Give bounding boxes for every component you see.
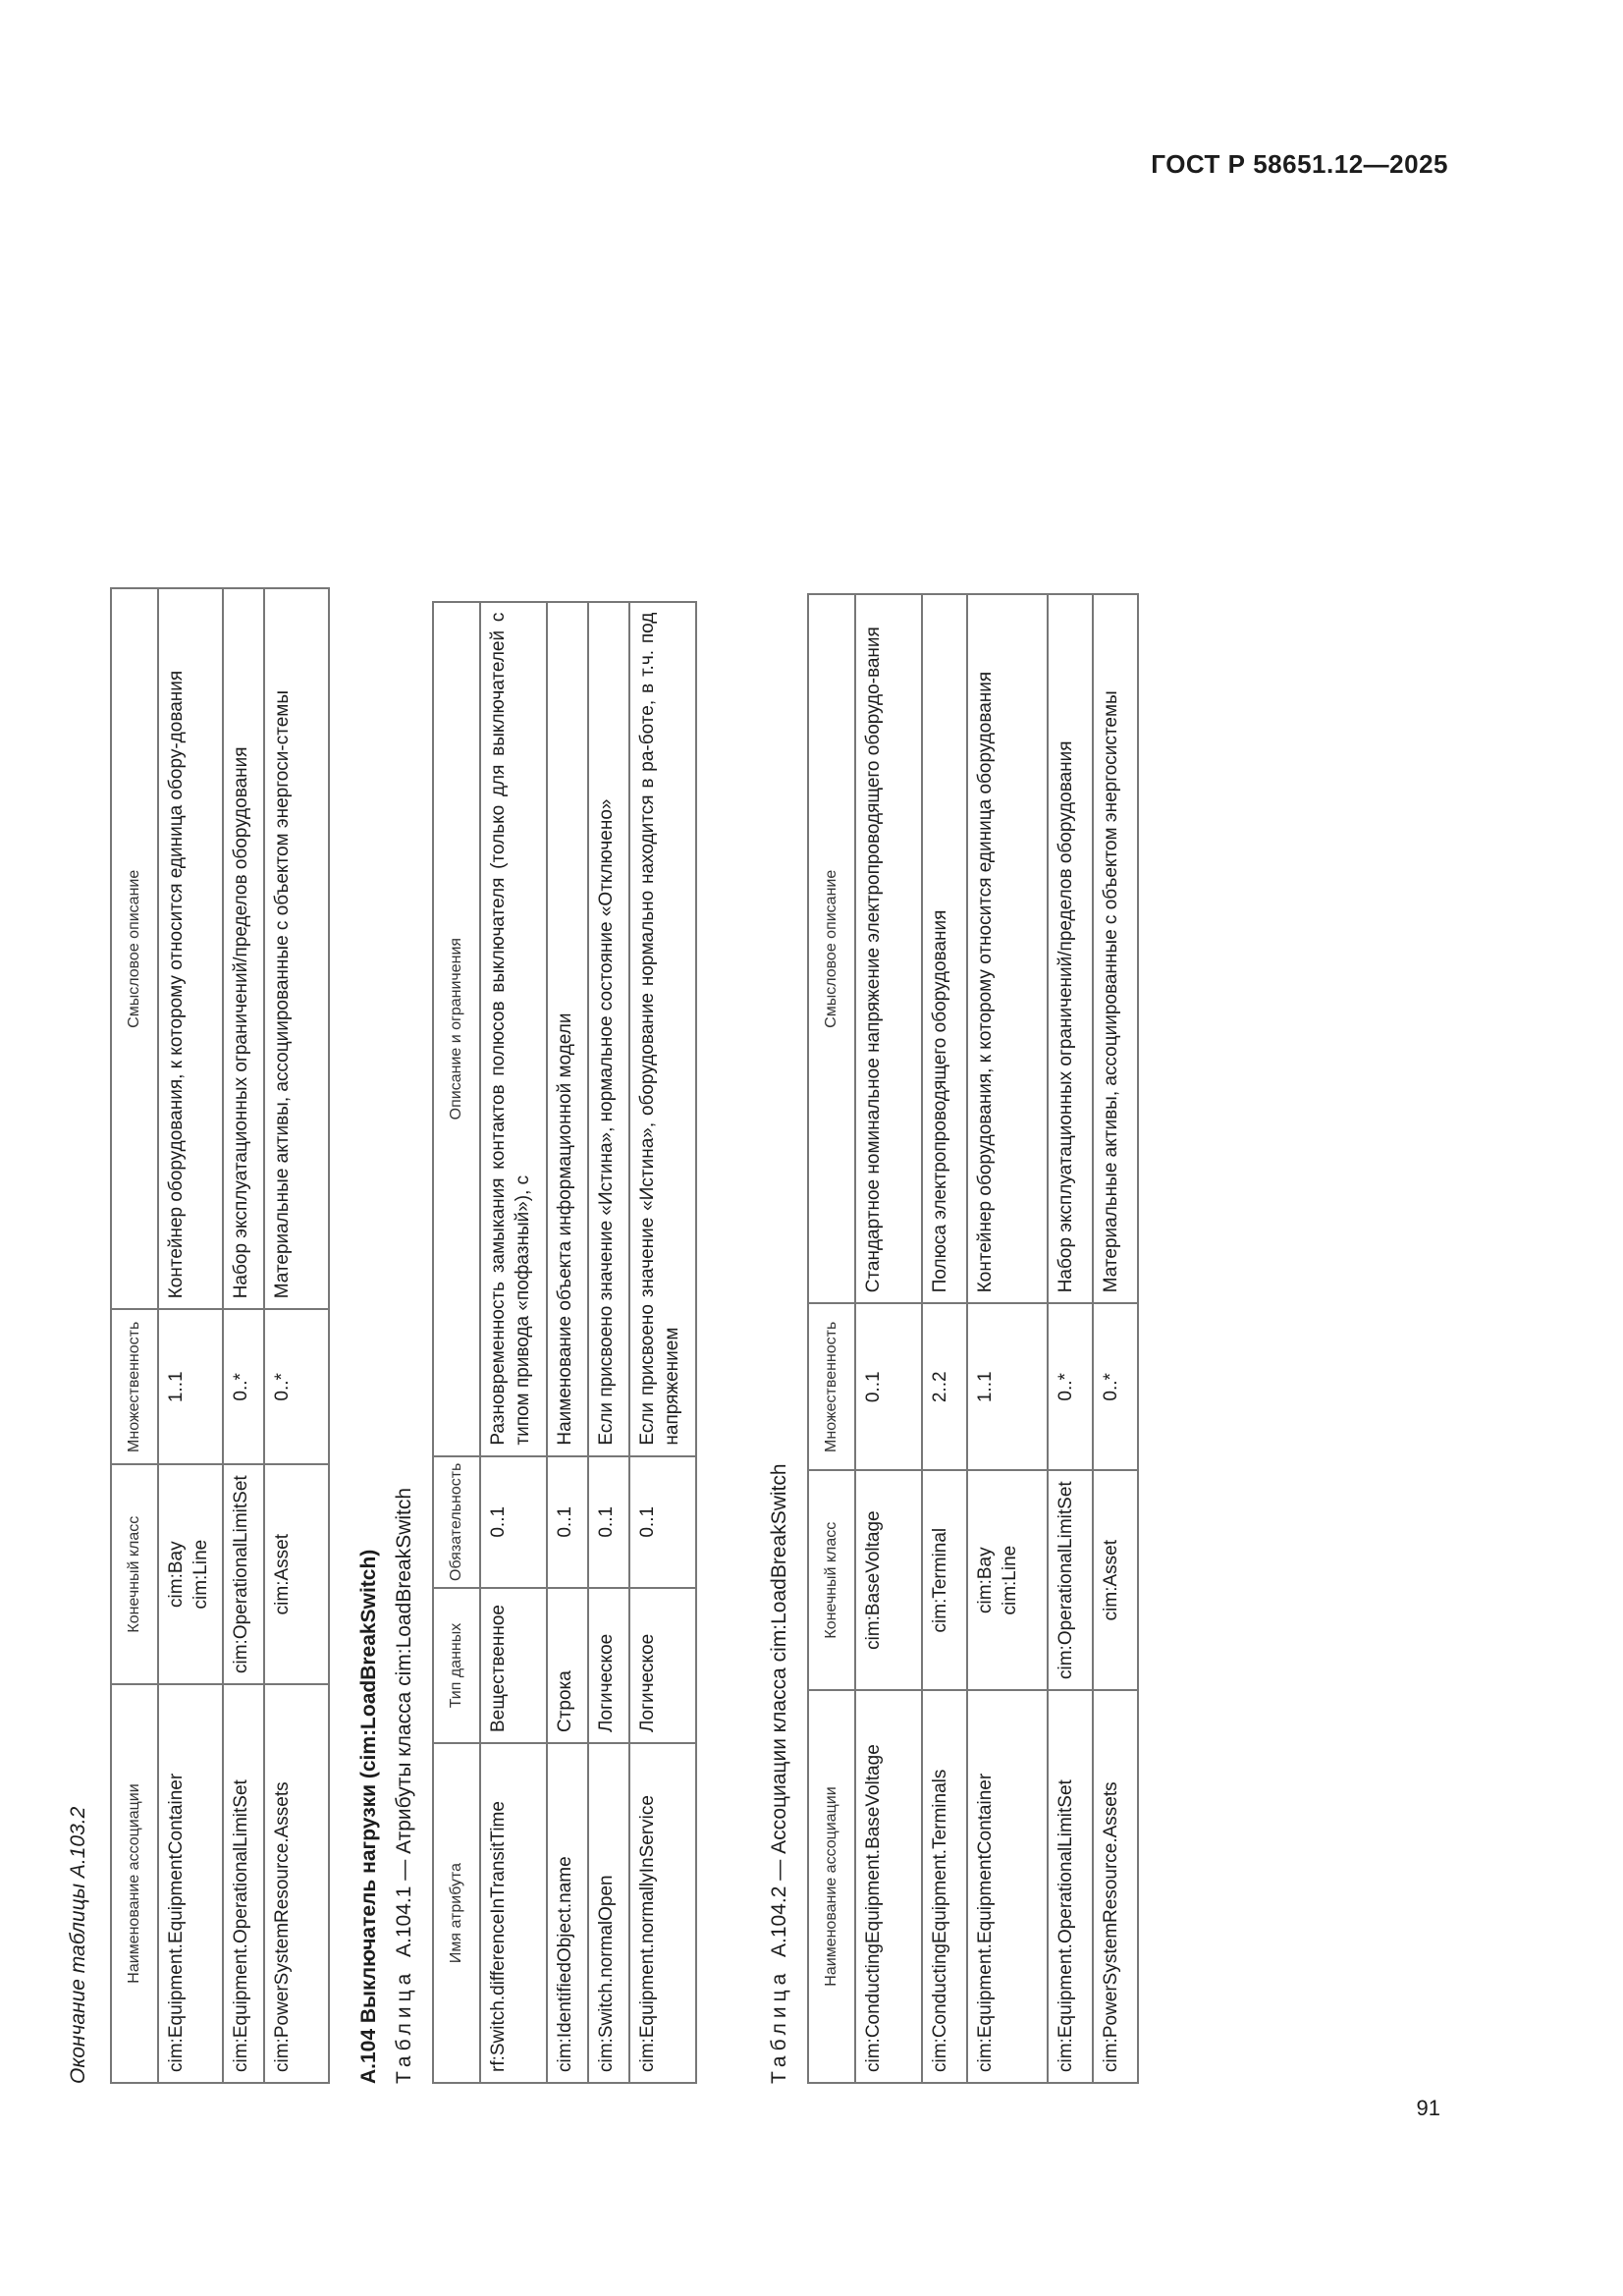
table3-header: Множественность	[808, 1303, 855, 1470]
table1-caption: Окончание таблицы А.103.2	[67, 1806, 89, 2084]
table2-cell: cim:IdentifiedObject.name	[547, 1743, 588, 2083]
table3-caption	[768, 1463, 791, 2084]
table2-cell: 0..1	[547, 1456, 588, 1588]
table2-cell: Логическое	[629, 1588, 696, 1743]
table1-cell: 0..*	[264, 1309, 329, 1464]
table2-header: Описание и ограничения	[433, 602, 480, 1456]
table2-cell: 0..1	[588, 1456, 629, 1588]
table1-cell: cim:Equipment.OperationalLimitSet	[223, 1684, 264, 2083]
table2-cell: Если присвоено значение «Истина», нормальное состояние «Отключено»	[588, 602, 629, 1456]
table1-cell: 0..*	[223, 1309, 264, 1464]
table1-header: Конечный класс	[111, 1464, 158, 1684]
table3-cell: cim:Terminal	[922, 1470, 967, 1690]
table1-header: Множественность	[111, 1309, 158, 1464]
table3-cell: Материальные активы, ассоциированные с объектом энергосистемы	[1093, 594, 1138, 1303]
table3-cell: Стандартное номинальное напряжение электропроводящего оборудо-вания	[855, 594, 922, 1303]
table2-cell: cim:Equipment.normallyInService	[629, 1743, 696, 2083]
table3-cell: 0..*	[1048, 1303, 1093, 1470]
table3-cell: Контейнер оборудования, к которому относится единица оборудования	[967, 594, 1048, 1303]
table2-cell: Строка	[547, 1588, 588, 1743]
table2-cell: 0..1	[480, 1456, 547, 1588]
section-title: А.104 Выключатель нагрузки (cim:LoadBreakSwitch)	[357, 1549, 380, 2084]
table2-cell: Разновременность замыкания контактов полюсов выключателя (только для выключателей с типом привода «пофазный»), с	[480, 602, 547, 1456]
table3-header: Конечный класс	[808, 1470, 855, 1690]
table3-header: Наименование ассоциации	[808, 1690, 855, 2083]
table1-cell: cim:Asset	[264, 1464, 329, 1684]
table2-cell: Если присвоено значение «Истина», оборудование нормально находится в ра-боте, в т.ч. под напряжением	[629, 602, 696, 1456]
table3-cell: 0..*	[1093, 1303, 1138, 1470]
table1-cell: Контейнер оборудования, к которому относится единица обору-дования	[158, 588, 223, 1309]
table3-cell: cim:BaseVoltage	[855, 1470, 922, 1690]
rotated-content	[67, 228, 1318, 2084]
table1	[110, 587, 330, 2084]
table3	[807, 593, 1139, 2084]
table2-cell: cim:Switch.normalOpen	[588, 1743, 629, 2083]
table2-cell: 0..1	[629, 1456, 696, 1588]
table2-cell: Логическое	[588, 1588, 629, 1743]
table2	[432, 601, 697, 2084]
table3-cell: cim:ConductingEquipment.BaseVoltage	[855, 1690, 922, 2083]
table3-cell: 1..1	[967, 1303, 1048, 1470]
table3-cell: cim:PowerSystemResource.Assets	[1093, 1690, 1138, 2083]
table1-header: Наименование ассоциации	[111, 1684, 158, 2083]
table3-header: Смысловое описание	[808, 594, 855, 1303]
table3-cell: cim:OperationalLimitSet	[1048, 1470, 1093, 1690]
table3-cell: cim:Equipment.OperationalLimitSet	[1048, 1690, 1093, 2083]
table3-cell: cim:Bay cim:Line	[967, 1470, 1048, 1690]
table3-cell: 0..1	[855, 1303, 922, 1470]
table2-header: Обязательность	[433, 1456, 480, 1588]
table2-cell: rf:Switch.differenceInTransitTime	[480, 1743, 547, 2083]
table2-header: Имя атрибута	[433, 1743, 480, 2083]
table2-caption	[393, 1488, 416, 2084]
table3-cell: cim:Asset	[1093, 1470, 1138, 1690]
table2-cell: Вещественное	[480, 1588, 547, 1743]
table1-cell: 1..1	[158, 1309, 223, 1464]
table3-cell: 2..2	[922, 1303, 967, 1470]
table1-cell: cim:PowerSystemResource.Assets	[264, 1684, 329, 2083]
table1-header: Смысловое описание	[111, 588, 158, 1309]
table3-cell: cim:ConductingEquipment.Terminals	[922, 1690, 967, 2083]
standard-header: ГОСТ Р 58651.12—2025	[1151, 149, 1448, 179]
table3-cell: Полюса электропроводящего оборудования	[922, 594, 967, 1303]
table1-cell: cim:Bay cim:Line	[158, 1464, 223, 1684]
table1-cell: Материальные активы, ассоциированные с объектом энергоси-стемы	[264, 588, 329, 1309]
table1-cell: cim:Equipment.EquipmentContainer	[158, 1684, 223, 2083]
table2-header: Тип данных	[433, 1588, 480, 1743]
table2-cell: Наименование объекта информационной модели	[547, 602, 588, 1456]
table2-caption-text: А.104.1 — Атрибуты класса cim:LoadBreakSwitch	[393, 1487, 415, 1957]
table2-caption-label: Таблица	[393, 1968, 415, 2084]
table3-caption-text: А.104.2 — Ассоциации класса cim:LoadBreakSwitch	[768, 1463, 790, 1957]
table3-cell: Набор эксплуатационных ограничений/пределов оборудования	[1048, 594, 1093, 1303]
page-number: 91	[1416, 2096, 1440, 2120]
table3-caption-label: Таблица	[768, 1968, 790, 2084]
table1-cell: cim:OperationalLimitSet	[223, 1464, 264, 1684]
table3-cell: cim:Equipment.EquipmentContainer	[967, 1690, 1048, 2083]
table1-cell: Набор эксплуатационных ограничений/пределов оборудования	[223, 588, 264, 1309]
